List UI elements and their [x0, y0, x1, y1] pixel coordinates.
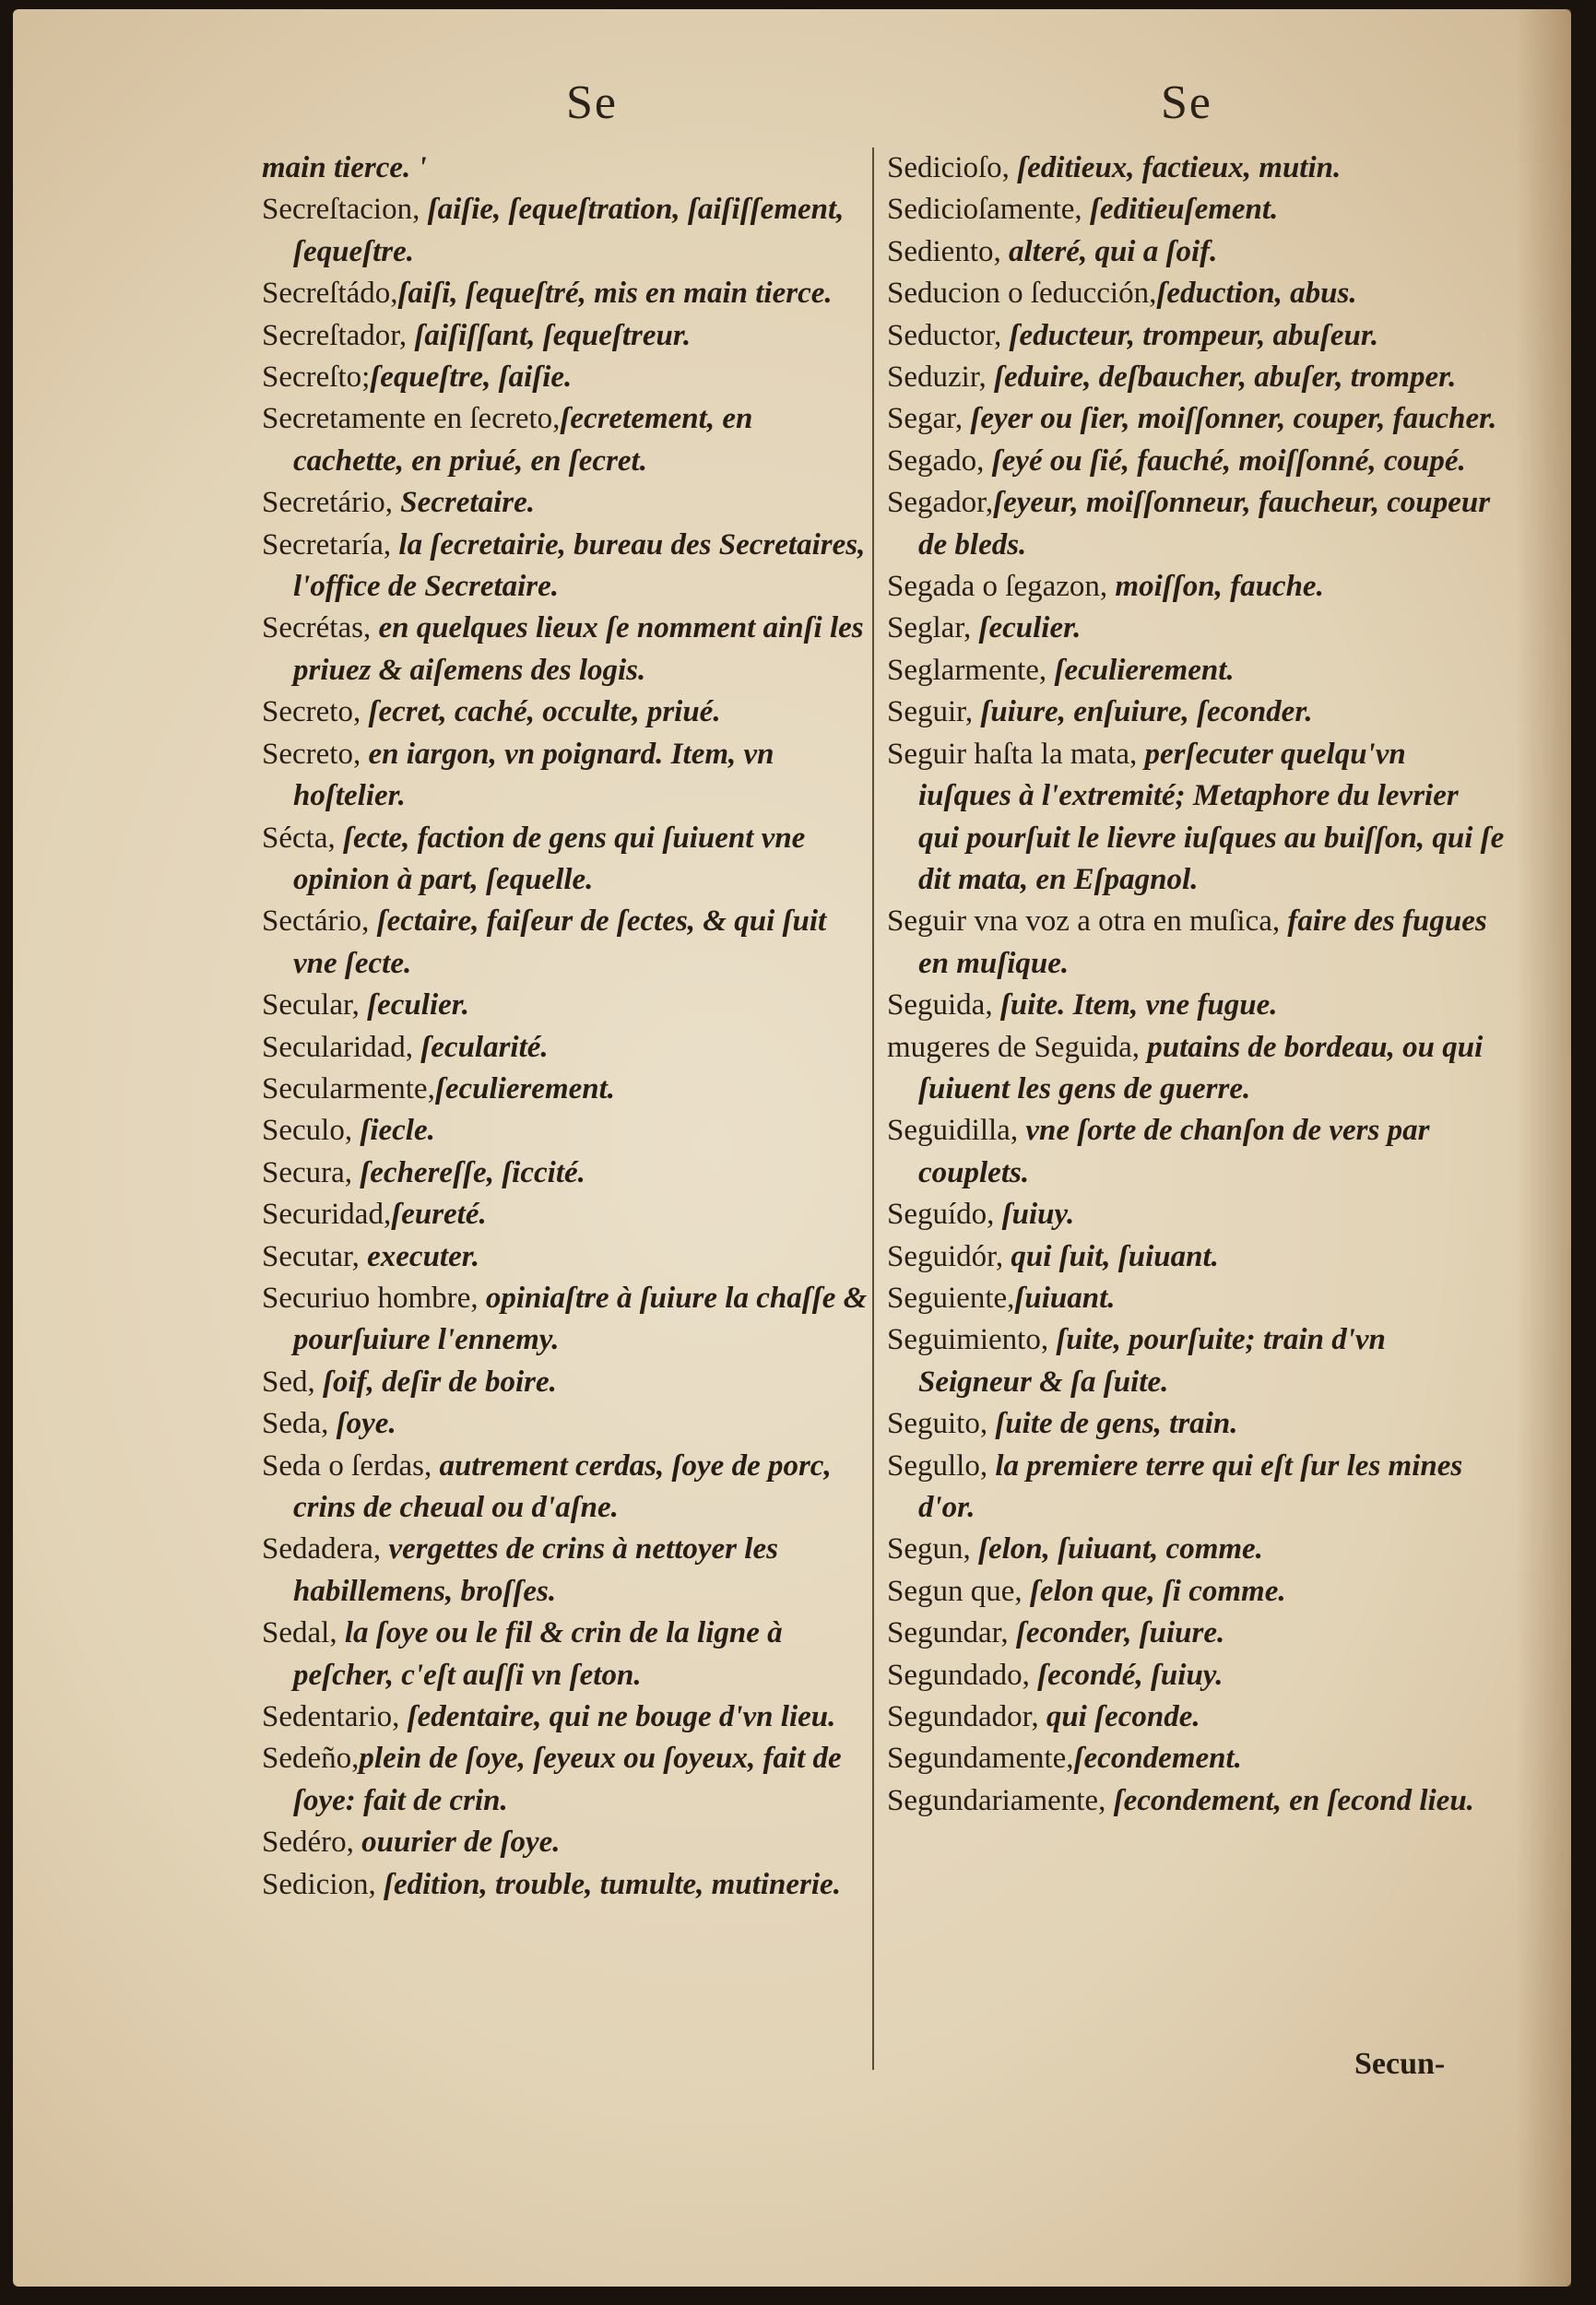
- dictionary-entry: [262, 1446, 870, 1530]
- entry-headword: Seduzir,: [887, 361, 987, 395]
- entry-definition: la ſoye ou le fil & crin de la ligne à peſcher, c'eſt auſſi vn ſeton.: [293, 1616, 783, 1692]
- dictionary-entry: [887, 1780, 1505, 1822]
- entry-headword: Securiuo hombre,: [262, 1281, 479, 1315]
- entry-headword: Secularidad,: [262, 1030, 414, 1064]
- entry-headword: Secreto,: [262, 695, 361, 729]
- entry-definition: ſeureté.: [391, 1198, 487, 1232]
- dictionary-entry: [262, 1027, 870, 1069]
- entry-definition: ſeculier.: [971, 611, 1082, 645]
- entry-headword: Sedeño,: [262, 1742, 360, 1776]
- right-column: [887, 148, 1505, 1822]
- entry-definition: la premiere terre qui eſt ſur les mines d'or.: [918, 1448, 1463, 1524]
- dictionary-entry: [887, 357, 1505, 398]
- entry-definition: ouurier de ſoye.: [353, 1826, 561, 1860]
- entry-headword: Secutar,: [262, 1239, 360, 1273]
- entry-headword: Sediento,: [887, 234, 1001, 268]
- entry-definition: faire des fugues en muſique.: [918, 904, 1487, 980]
- entry-headword: Seguito,: [887, 1407, 988, 1441]
- dictionary-entry: [887, 566, 1505, 608]
- entry-definition: ſiecle.: [352, 1114, 435, 1148]
- entry-definition: Secretaire.: [393, 486, 535, 520]
- dictionary-entry: [887, 1613, 1505, 1654]
- entry-headword: Sectário,: [262, 904, 370, 939]
- entry-headword: Seductor,: [887, 318, 1002, 352]
- entry-headword: Seguidór,: [887, 1239, 1004, 1273]
- dictionary-entry: [262, 482, 870, 524]
- entry-definition: main tierce. ': [262, 151, 427, 184]
- entry-definition: ſeyer ou ſier, moiſſonner, couper, faucher.: [963, 402, 1497, 436]
- entry-definition: ſaiſiſſant, ſequeſtreur.: [407, 318, 692, 352]
- dictionary-entry: [262, 273, 870, 314]
- entry-definition: ſuite de gens, train.: [987, 1407, 1238, 1441]
- entry-headword: Sedicioſo,: [887, 151, 1010, 184]
- entry-definition: ſeconder, ſuiure.: [1008, 1616, 1225, 1650]
- entry-definition: ſaiſi, ſequeſtré, mis en main tierce.: [397, 277, 833, 311]
- dictionary-entry: [262, 901, 870, 985]
- entry-headword: Secreſtador,: [262, 318, 408, 352]
- entry-headword: Secretaría,: [262, 527, 392, 561]
- entry-headword: Seculo,: [262, 1114, 353, 1148]
- dictionary-entry: [262, 1403, 870, 1445]
- entry-headword: Sedentario,: [262, 1700, 400, 1734]
- dictionary-entry: [262, 1529, 870, 1613]
- entry-headword: Segullo,: [887, 1448, 988, 1483]
- dictionary-entry: [262, 692, 870, 733]
- dictionary-entry: [262, 525, 870, 609]
- entry-definition: ſeduction, abus.: [1156, 277, 1357, 311]
- entry-definition: ſuiuy.: [994, 1198, 1075, 1232]
- entry-definition: vergettes de crins à nettoyer les habillemens, broſſes.: [293, 1532, 778, 1608]
- dictionary-entry: [887, 901, 1505, 985]
- entry-definition: ſecondement.: [1073, 1742, 1242, 1776]
- entry-headword: Securidad,: [262, 1198, 392, 1232]
- dictionary-entry: [262, 1194, 870, 1235]
- entry-definition: ſelon, ſuiuant, comme.: [970, 1532, 1263, 1566]
- dictionary-entry: [262, 357, 870, 398]
- entry-definition: ſeyeur, moiſſonneur, faucheur, coupeur de bleds.: [918, 486, 1491, 561]
- dictionary-entry: [887, 1696, 1505, 1738]
- entry-headword: Seguir,: [887, 695, 974, 729]
- entry-definition: putains de bordeau, ou qui ſuiuent les gens de guerre.: [918, 1030, 1484, 1105]
- column-divider: [872, 148, 874, 2070]
- entry-headword: Segado,: [887, 443, 985, 478]
- entry-definition: ſoye.: [328, 1407, 396, 1441]
- entry-definition: perſecuter quelqu'vn iuſques à l'extremité; Metaphore du levrier qui pourſuit le lievre iuſques au buiſſon, qui ſe dit mata, en Eſpagnol.: [918, 737, 1505, 896]
- entry-headword: Secura,: [262, 1155, 353, 1189]
- dictionary-entry: [887, 1655, 1505, 1696]
- entry-definition: vne ſorte de chanſon de vers par couplets.: [918, 1114, 1430, 1189]
- entry-definition: opiniaſtre à ſuiure la chaſſe & pourſuiure l'ennemy.: [293, 1281, 868, 1357]
- entry-definition: plein de ſoye, ſeyeux ou ſoyeux, fait de ſoye: fait de crin.: [293, 1742, 842, 1817]
- dictionary-entry: [887, 692, 1505, 733]
- entry-definition: en iargon, vn poignard. Item, vn hoſtelier.: [293, 737, 774, 813]
- entry-definition: ſectaire, faiſeur de ſectes, & qui ſuit vne ſecte.: [293, 904, 827, 980]
- dictionary-entry: [262, 1110, 870, 1152]
- dictionary-entry: [262, 1864, 870, 1906]
- dictionary-entry: [262, 1738, 870, 1822]
- entry-definition: qui ſeconde.: [1038, 1700, 1200, 1734]
- entry-definition: ſedentaire, qui ne bouge d'vn lieu.: [399, 1700, 836, 1734]
- entry-definition: ſeculierement.: [434, 1071, 616, 1105]
- entry-headword: Secreſto;: [262, 361, 371, 395]
- running-head-left: Se: [566, 77, 618, 129]
- entry-headword: Seguir vna voz a otra en muſica,: [887, 904, 1281, 939]
- dictionary-page: [13, 9, 1571, 2287]
- dictionary-entry: [262, 734, 870, 818]
- entry-headword: Seguida,: [887, 988, 993, 1022]
- entry-headword: Segundar,: [887, 1616, 1009, 1650]
- dictionary-entry: [887, 231, 1505, 273]
- dictionary-entry: [887, 1738, 1505, 1779]
- entry-definition: ſeduire, deſbaucher, abuſer, tromper.: [986, 361, 1457, 395]
- entry-headword: Seglar,: [887, 611, 972, 645]
- dictionary-entry: [887, 1446, 1505, 1530]
- dictionary-entry: [262, 315, 870, 357]
- dictionary-entry: [887, 1027, 1505, 1111]
- dictionary-entry: [887, 734, 1505, 902]
- dictionary-entry: [887, 482, 1505, 566]
- dictionary-entry: [887, 1194, 1505, 1235]
- entry-definition: ſecularité.: [413, 1030, 549, 1064]
- entry-definition: ſuiure, enſuiure, ſeconder.: [973, 695, 1313, 729]
- entry-definition: autrement cerdas, ſoye de porc, crins de cheual ou d'aſne.: [293, 1448, 832, 1524]
- entry-definition: ſeducteur, trompeur, abuſeur.: [1001, 318, 1379, 352]
- entry-headword: Seducion o ſeducción,: [887, 277, 1157, 311]
- entry-definition: ſechereſſe, ſiccité.: [352, 1155, 585, 1189]
- entry-headword: Secrétas,: [262, 611, 372, 645]
- dictionary-entry: [262, 985, 870, 1026]
- entry-definition: ſecondement, en ſecond lieu.: [1105, 1783, 1474, 1817]
- dictionary-entry: [262, 189, 870, 273]
- entry-headword: Segundariamente,: [887, 1783, 1106, 1817]
- entry-headword: Sedéro,: [262, 1826, 354, 1860]
- dictionary-entry: [262, 1069, 870, 1110]
- dictionary-entry: [262, 818, 870, 902]
- entry-definition: ſeculier.: [359, 988, 470, 1022]
- entry-headword: Seguir haſta la mata,: [887, 737, 1138, 771]
- entry-headword: Seda,: [262, 1407, 329, 1441]
- entry-headword: Segun,: [887, 1532, 971, 1566]
- entry-headword: Seguído,: [887, 1198, 995, 1232]
- entry-definition: qui ſuit, ſuiuant.: [1003, 1239, 1219, 1273]
- dictionary-entry: [887, 1278, 1505, 1319]
- entry-headword: Seguiente,: [887, 1281, 1015, 1315]
- entry-definition: alteré, qui a ſoif.: [1000, 234, 1218, 268]
- entry-definition: ſeditieux, factieux, mutin.: [1009, 151, 1342, 184]
- running-head-right: Se: [1161, 77, 1212, 129]
- dictionary-entry: [262, 148, 870, 189]
- entry-headword: Secretamente en ſecreto,: [262, 402, 561, 436]
- entry-headword: Secreſtádo,: [262, 277, 398, 311]
- entry-headword: Sed,: [262, 1365, 315, 1399]
- entry-headword: Secularmente,: [262, 1071, 435, 1105]
- entry-definition: ſaiſie, ſequeſtration, ſaiſiſſement, ſequeſtre.: [293, 193, 845, 268]
- dictionary-entry: [887, 608, 1505, 649]
- dictionary-entry: [887, 1571, 1505, 1613]
- dictionary-entry: [262, 1822, 870, 1863]
- catchword: Secun-: [1354, 2047, 1446, 2081]
- dictionary-entry: [262, 1278, 870, 1362]
- entry-headword: mugeres de Seguida,: [887, 1030, 1141, 1064]
- entry-definition: en quelques lieux ſe nomment ainſi les priuez & aiſemens des logis.: [293, 611, 864, 687]
- dictionary-entry: [887, 1236, 1505, 1278]
- entry-definition: ſelon que, ſi comme.: [1022, 1574, 1286, 1608]
- dictionary-entry: [262, 608, 870, 692]
- entry-definition: ſuiuant.: [1014, 1281, 1116, 1315]
- entry-definition: ſecretement, en cachette, en priué, en ſecret.: [293, 402, 753, 478]
- dictionary-entry: [262, 1152, 870, 1194]
- entry-headword: Seguidilla,: [887, 1114, 1019, 1148]
- dictionary-entry: [887, 441, 1505, 482]
- dictionary-entry: [887, 1403, 1505, 1445]
- entry-headword: Seda o ſerdas,: [262, 1448, 432, 1483]
- entry-headword: Sécta,: [262, 821, 336, 855]
- entry-definition: ſecondé, ſuiuy.: [1029, 1658, 1224, 1692]
- entry-definition: executer.: [359, 1239, 480, 1273]
- dictionary-entry: [262, 1236, 870, 1278]
- entry-definition: ſecte, faction de gens qui ſuiuent vne opinion à part, ſequelle.: [293, 821, 806, 896]
- entry-headword: Segundamente,: [887, 1742, 1074, 1776]
- entry-definition: la ſecretairie, bureau des Secretaires, l'office de Secretaire.: [293, 527, 866, 604]
- dictionary-entry: [887, 1319, 1505, 1403]
- entry-definition: ſedition, trouble, tumulte, mutinerie.: [375, 1867, 841, 1901]
- entry-headword: Sedal,: [262, 1616, 337, 1650]
- dictionary-entry: [887, 273, 1505, 314]
- entry-definition: ſoif, deſir de boire.: [314, 1365, 557, 1399]
- dictionary-entry: [887, 1529, 1505, 1570]
- dictionary-entry: [887, 189, 1505, 230]
- entry-definition: ſuite, pourſuite; train d'vn Seigneur & ſa ſuite.: [918, 1323, 1386, 1399]
- entry-headword: Sedicion,: [262, 1867, 376, 1901]
- dictionary-entry: [887, 1110, 1505, 1194]
- dictionary-entry: [262, 398, 870, 482]
- entry-definition: ſequeſtre, ſaiſie.: [370, 361, 573, 395]
- entry-definition: ſecret, caché, occulte, priué.: [361, 695, 721, 729]
- entry-definition: ſuite. Item, vne fugue.: [992, 988, 1278, 1022]
- entry-headword: Secreto,: [262, 737, 361, 771]
- entry-headword: Segar,: [887, 402, 964, 436]
- entry-headword: Seglarmente,: [887, 653, 1047, 687]
- entry-definition: ſeculierement.: [1046, 653, 1235, 687]
- dictionary-entry: [262, 1362, 870, 1403]
- entry-headword: Seguimiento,: [887, 1323, 1049, 1357]
- left-column: [262, 148, 870, 1906]
- entry-headword: Segun que,: [887, 1574, 1023, 1608]
- entry-headword: Secreſtacion,: [262, 193, 420, 227]
- entry-definition: moiſſon, fauche.: [1107, 570, 1324, 604]
- dictionary-entry: [887, 148, 1505, 189]
- entry-headword: Segundador,: [887, 1700, 1039, 1734]
- entry-headword: Sedadera,: [262, 1532, 382, 1566]
- dictionary-entry: [887, 315, 1505, 357]
- dictionary-entry: [262, 1613, 870, 1696]
- entry-headword: Segundado,: [887, 1658, 1030, 1692]
- entry-headword: Segador,: [887, 486, 994, 520]
- dictionary-entry: [887, 985, 1505, 1026]
- dictionary-entry: [887, 398, 1505, 440]
- entry-headword: Secretário,: [262, 486, 394, 520]
- entry-headword: Segada o ſegazon,: [887, 570, 1108, 604]
- dictionary-entry: [262, 1696, 870, 1738]
- entry-headword: Sedicioſamente,: [887, 193, 1082, 227]
- entry-definition: ſeyé ou ſié, fauché, moiſſonné, coupé.: [984, 443, 1466, 478]
- dictionary-entry: [887, 650, 1505, 692]
- entry-headword: Secular,: [262, 988, 360, 1022]
- entry-definition: ſeditieuſement.: [1082, 193, 1279, 227]
